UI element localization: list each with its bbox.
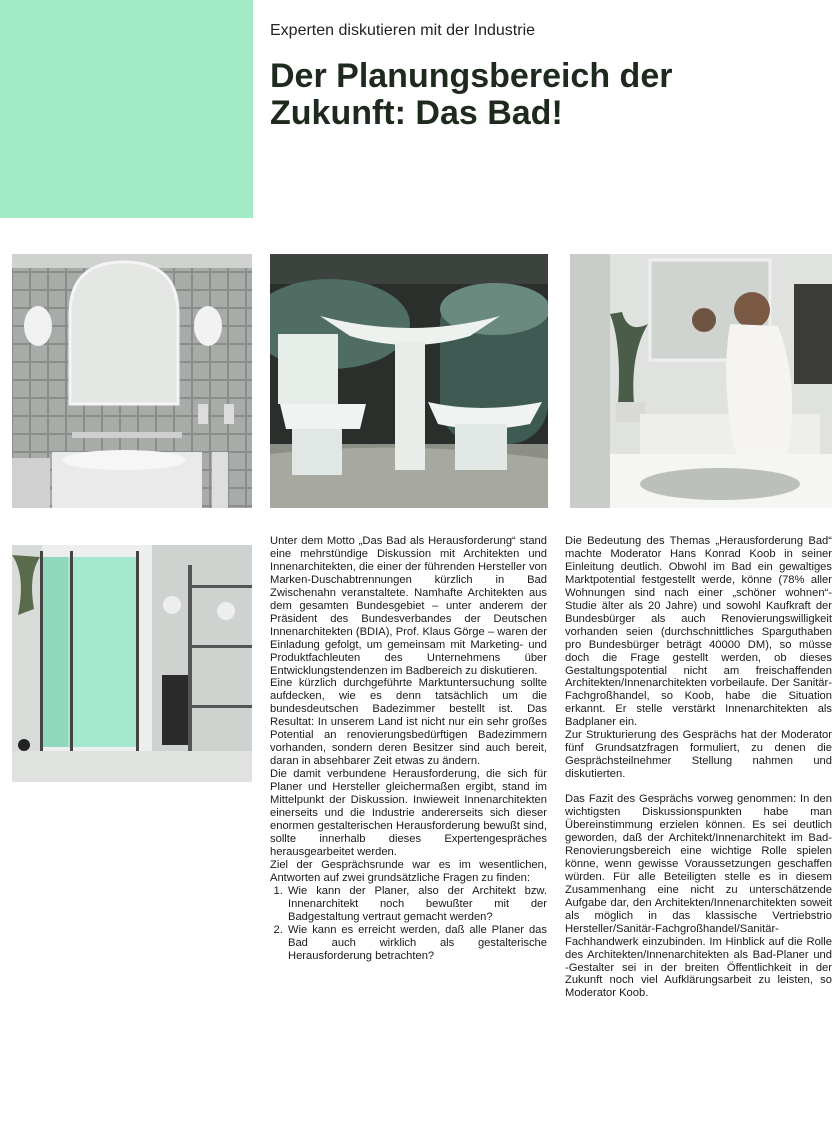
right-paragraph-2: Zur Strukturierung des Gesprächs hat der Moderator fünf Grundsatzfragen formuliert, zu denen die Gesprächsteilnehmer Stellung nahmen und diskutierten. [565, 729, 832, 781]
middle-paragraph-3: Die damit verbundene Herausforderung, die sich für Planer und Hersteller gleichermaßen ergibt, stand im Mittelpunkt der Diskussion. Inwieweit Innenarchitekten einerseits und die Industrie andererseits sich dieser enormen gestalterischen Herausforderung bewußt sind, sollte innerhalb dieses Expertengespräches herausgearbeitet werden. [270, 768, 547, 858]
question-list [270, 885, 547, 963]
article-headline [270, 58, 810, 132]
accent-color-block [0, 0, 253, 218]
question-item-2: 2. Wie kann es erreicht werden, daß alle Planer das Bad auch wirklich als gestalterische Herausforderung betrachten? [286, 924, 547, 963]
article-column-middle [270, 535, 547, 1131]
right-paragraph-3: Das Fazit des Gesprächs vorweg genommen: In den wichtigsten Diskussionspunkten habe man Übereinstimmung erzielen können. Es sei deutlich geworden, daß der Architekt/Innenarchitekt im Bad-Renovierungsbereich eine wichtige Rolle spielen könne, wenn gewisse Voraussetzungen geschaffen würden. Für alle Beteiligten stelle es in diesem Zusammenhang eine nicht zu unterschätzende Aufgabe dar, den Architekten/Innenarchitekten soweit als möglich in das klassische Vertriebstrio Hersteller/Sanitär-Fachgroßhandel/Sanitär-Fachhandwerk einzubinden. Im Hinblick auf die Rolle des Architekten/Innenarchitekten als Bad-Planer und -Gestalter sei in der breiten Öffentlichkeit in der Zukunft noch viel Aufklärungsarbeit zu leisten, so Moderator Koob. [565, 793, 832, 1000]
middle-paragraph-1: Unter dem Motto „Das Bad als Herausforderung“ stand eine mehrstündige Diskussion mit Architekten und Innenarchitekten, die einer der führenden Hersteller von Marken-Duschabtrennungen kürzlich in Bad Zwischenahn veranstaltete. Namhafte Architekten aus dem gesamten Bundesgebiet – unter anderem der Präsident des Bundesverbandes der Deutschen Innenarchitekten (BDIA), Prof. Klaus Görge – waren der Einladung gefolgt, um gemeinsam mit Marketing- und Produktfachleuten des Unternehmens über Entwicklungstendenzen im Badbereich zu diskutieren. [270, 535, 547, 677]
middle-paragraph-4: Ziel der Gesprächsrunde war es im wesentlichen, Antworten auf zwei grundsätzliche Fragen zu finden: [270, 858, 547, 884]
photo-sanitary-ceramics [270, 254, 548, 508]
headline-line-1: Der Planungsbereich der [270, 57, 673, 95]
article-kicker: Experten diskutieren mit der Industrie [270, 22, 536, 39]
photo-bathroom-mirror-sink [12, 254, 252, 508]
photo-shower-enclosure [12, 545, 252, 782]
right-paragraph-1: Die Bedeutung des Themas „Herausforderung Bad“ machte Moderator Hans Konrad Koob in seiner Einleitung deutlich. Obwohl im Bad ein gewaltiges Marktpotential festgestellt werde, könne (78% aller Wohnungen sind nach einer „schöner wohnen“-Studie älter als 20 Jahre) und sowohl Kaufkraft der Bundesbürger als auch Renovierungswilligkeit vorhanden seien (durchschnittliches Sparguthaben pro Bundesbürger beträgt 40000 DM), so müsse doch die Frage gestellt werden, ob dieses Gestaltungspotential nicht am freischaffenden Architekten/Innenarchitekten vorbeilaufe. Der Sanitär-Fachgroßhandel, so Koob, habe die Situation erkannt. Er stelle verstärkt Innenarchitekten als Badplaner ein. [565, 535, 832, 729]
photo-woman-in-bathroom [570, 254, 832, 508]
article-column-right [565, 535, 832, 1131]
middle-paragraph-2: Eine kürzlich durchgeführte Marktuntersuchung sollte aufdecken, wie es denn tatsächlich um die bundesdeutschen Badezimmer bestellt ist. Das Resultat: In unserem Land ist nicht nur ein sehr großes Potential an renovierungsbedürftigen Badezimmern vorhanden, sondern deren Besitzer sind auch bereit, daran in absehbarer Zeit etwas zu ändern. [270, 677, 547, 768]
question-item-1: 1. Wie kann der Planer, also der Architekt bzw. Innenarchitekt noch bewußter mit der Badgestaltung vertraut gemacht werden? [286, 885, 547, 924]
headline-line-2: Zukunft: Das Bad! [270, 94, 563, 132]
